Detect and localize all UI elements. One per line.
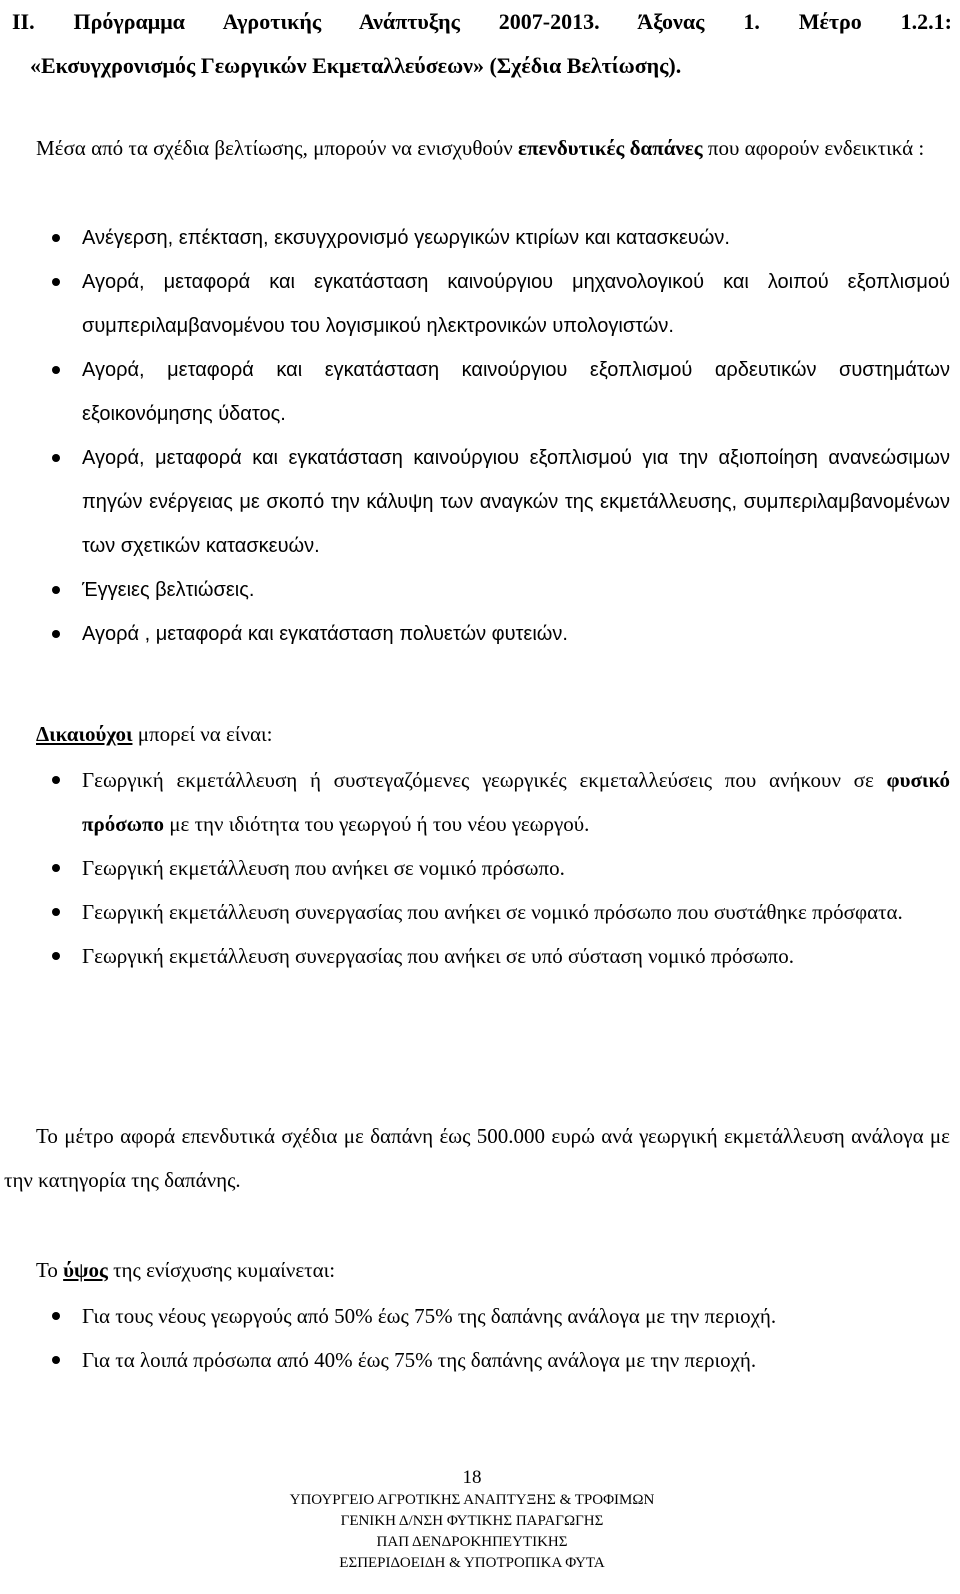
page-footer — [0, 1466, 944, 1574]
list-item-text: Γεωργική εκμετάλλευση συνεργασίας που ανήκει σε νομικό πρόσωπο που συστάθηκε πρόσφατα. — [82, 900, 903, 924]
section-heading — [12, 0, 952, 88]
list-item-text: Αγορά, μεταφορά και εγκατάσταση καινούργιου εξοπλισμού για την αξιοποίηση ανανεώσιμων πηγών ενέργειας με σκοπό την κάλυψη των αναγκών της εκμετάλλευσης, συμπεριλαμβανομένων των σχετικών κατασκευών. — [82, 447, 950, 557]
bullet-icon — [52, 586, 60, 594]
list-item-text: Αγορά, μεταφορά και εγκατάσταση καινούργιου εξοπλισμού αρδευτικών συστημάτων εξοικονόμησης ύδατος. — [82, 359, 950, 425]
support-title — [4, 1248, 950, 1292]
list-item-text: Αγορά , μεταφορά και εγκατάσταση πολυετών φυτειών. — [82, 623, 568, 645]
list-item — [4, 568, 950, 612]
bullet-icon — [52, 630, 60, 638]
list-item-text: Αγορά, μεταφορά και εγκατάσταση καινούργιου μηχανολογικού και λοιπού εξοπλισμού συμπεριλαμβανομένου του λογισμικού ηλεκτρονικών υπολογιστών. — [82, 271, 950, 337]
intro-paragraph — [4, 126, 950, 170]
list-item — [4, 846, 950, 890]
bullet-icon — [52, 234, 60, 242]
support-title-b: της ενίσχυσης κυμαίνεται: — [107, 1258, 336, 1282]
beneficiaries-title-bold: Δικαιούχοι — [36, 722, 133, 746]
list-item — [4, 436, 950, 568]
list-item-text: με την ιδιότητα του γεωργού ή του νέου γεωργού. — [164, 812, 590, 836]
heading-line-2: «Εκσυγχρονισμός Γεωργικών Εκμεταλλεύσεων» (Σχέδια Βελτίωσης). — [30, 53, 682, 78]
support-list — [4, 1294, 950, 1382]
bullet-icon — [52, 1312, 60, 1320]
footer-line: ΕΣΠΕΡΙΔΟΕΙΔΗ & ΥΠΟΤΡΟΠΙΚΑ ΦΥΤΑ — [339, 1555, 605, 1571]
beneficiaries-title-rest: μπορεί να είναι: — [132, 722, 273, 746]
list-item — [4, 758, 950, 846]
footer-line: ΠΑΠ ΔΕΝΔΡΟΚΗΠΕΥΤΙΚΗΣ — [376, 1534, 568, 1550]
intro-bold-text: επενδυτικές δαπάνες — [518, 136, 703, 160]
list-item-text: Για τους νέους γεωργούς από 50% έως 75% της δαπάνης ανάλογα με την περιοχή. — [82, 1304, 777, 1328]
list-item — [4, 612, 950, 656]
bullet-icon — [52, 776, 60, 784]
list-item — [4, 1338, 950, 1382]
list-item — [4, 934, 950, 978]
footer-line: ΓΕΝΙΚΗ Δ/ΝΣΗ ΦΥΤΙΚΗΣ ΠΑΡΑΓΩΓΗΣ — [340, 1513, 604, 1529]
list-item-text: Ανέγερση, επέκταση, εκσυγχρονισμό γεωργικών κτιρίων και κατασκευών. — [82, 227, 730, 249]
list-item-text: Γεωργική εκμετάλλευση που ανήκει σε νομικό πρόσωπο. — [82, 856, 565, 880]
heading-line-1: II. Πρόγραμμα Αγροτικής Ανάπτυξης 2007-2013. Άξονας 1. Μέτρο 1.2.1: — [12, 9, 952, 34]
intro-text-after: που αφορούν ενδεικτικά : — [702, 136, 925, 160]
list-item — [4, 890, 950, 934]
list-item-text: Έγγειες βελτιώσεις. — [82, 579, 255, 601]
bullet-icon — [52, 952, 60, 960]
list-item-text: Για τα λοιπά πρόσωπα από 40% έως 75% της δαπάνης ανάλογα με την περιοχή. — [82, 1348, 757, 1372]
list-item-text: Γεωργική εκμετάλλευση ή συστεγαζόμενες γεωργικές εκμεταλλεύσεις που ανήκουν σε — [82, 768, 887, 792]
list-item-bold-text: φυσικό πρόσωπο — [82, 768, 950, 836]
list-item-text: Γεωργική εκμετάλλευση συνεργασίας που ανήκει σε υπό σύσταση νομικό πρόσωπο. — [82, 944, 794, 968]
beneficiaries-title — [4, 712, 950, 756]
list-item — [4, 1294, 950, 1338]
expenses-list — [4, 216, 950, 656]
list-item — [4, 260, 950, 348]
bullet-icon — [52, 864, 60, 872]
bullet-icon — [52, 366, 60, 374]
support-title-bold: ύψος — [63, 1258, 108, 1282]
support-title-a: Το — [36, 1258, 64, 1282]
footer-line: ΥΠΟΥΡΓΕΙΟ ΑΓΡΟΤΙΚΗΣ ΑΝΑΠΤΥΞΗΣ & ΤΡΟΦΙΜΩΝ — [289, 1492, 655, 1508]
measure-paragraph — [4, 1114, 950, 1202]
list-item — [4, 216, 950, 260]
page-number: 18 — [462, 1467, 482, 1488]
measure-text: Το μέτρο αφορά επενδυτικά σχέδια με δαπάνη έως 500.000 ευρώ ανά γεωργική εκμετάλλευση ανάλογα με την κατηγορία της δαπάνης. — [4, 1124, 950, 1192]
intro-text-before: Μέσα από τα σχέδια βελτίωσης, μπορούν να ενισχυθούν — [36, 136, 519, 160]
bullet-icon — [52, 908, 60, 916]
list-item — [4, 348, 950, 436]
bullet-icon — [52, 454, 60, 462]
bullet-icon — [52, 278, 60, 286]
bullet-icon — [52, 1356, 60, 1364]
beneficiaries-list — [4, 758, 950, 978]
